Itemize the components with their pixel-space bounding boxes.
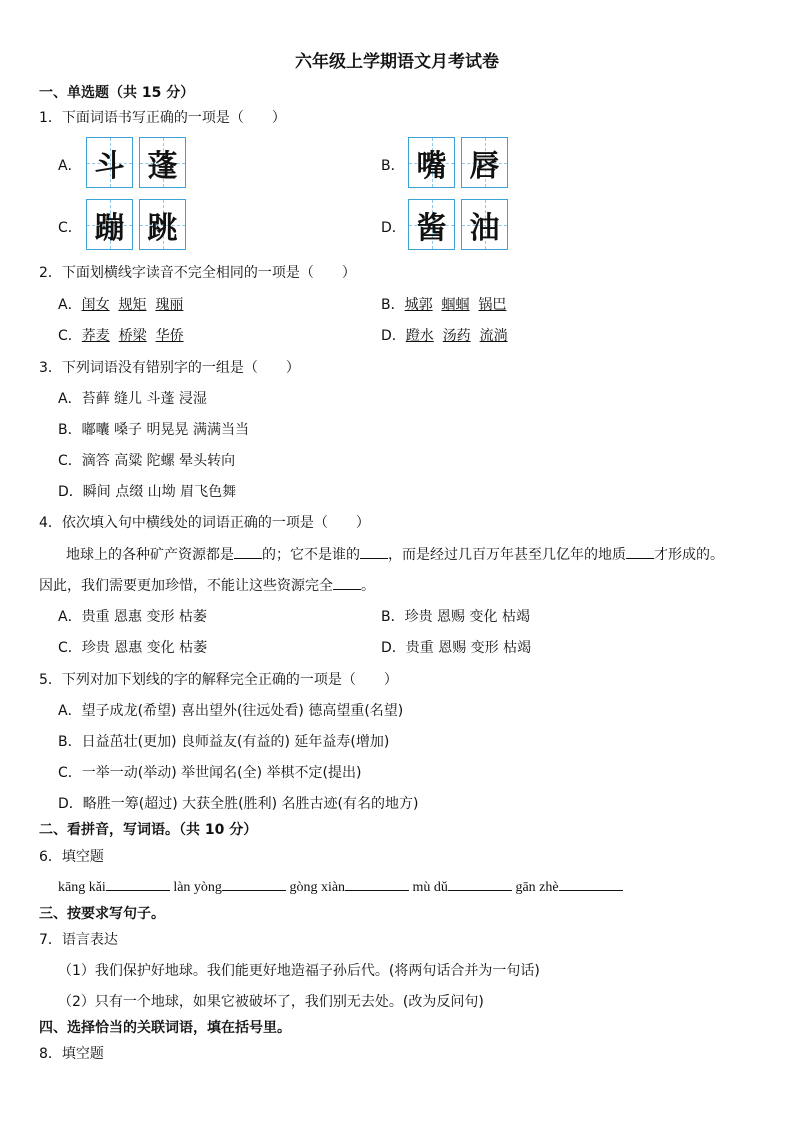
q1-d-char-box-2: 油 [461, 199, 508, 250]
q3-option-c[interactable]: C．滴答 高粱 陀螺 晕头转向 [58, 453, 236, 469]
q5-option-a[interactable]: A．望子成龙(希望) 喜出望外(往远处看) 德高望重(名望) [58, 703, 404, 719]
passage-text: ，而是经过几百万年甚至几亿年的地质 [388, 547, 626, 563]
q1-d-char-box-1: 酱 [408, 199, 455, 250]
passage-text: 地球上的各种矿产资源都是 [66, 547, 234, 563]
q2-option-a[interactable] [58, 294, 183, 314]
q7-sentence-1: （1）我们保护好地球。我们能更好地造福子孙后代。(将两句话合并为一句话) [58, 963, 540, 979]
pinyin: mù dǔ [412, 880, 448, 895]
q7-sentence-2: （2）只有一个地球，如果它被破坏了，我们别无去处。(改为反问句) [58, 994, 484, 1010]
option-label: B． [381, 297, 405, 313]
section-heading-1: 一、单选题（共 15 分） [39, 85, 195, 101]
word: 华侨 [155, 328, 184, 344]
question-8-stem: 8．填空题 [39, 1046, 104, 1062]
q1-option-b-label[interactable]: B． [381, 158, 405, 174]
q5-option-d[interactable]: D．略胜一筹(超过) 大获全胜(胜利) 名胜古迹(有名的地方) [58, 796, 419, 812]
option-label: D． [381, 328, 406, 344]
question-1-stem: 1．下面词语书写正确的一项是（ ） [39, 110, 286, 126]
q1-option-d-label[interactable]: D． [381, 220, 406, 236]
q4-passage-line-1 [66, 544, 724, 564]
option-label: A． [58, 297, 82, 313]
word: 汤药 [442, 328, 471, 344]
pinyin: gān zhè [515, 880, 559, 895]
word: 瑰丽 [155, 297, 184, 313]
word: 闺女 [81, 297, 110, 313]
q2-option-b[interactable] [381, 294, 506, 314]
word: 城郭 [404, 297, 433, 313]
answer-blank[interactable] [106, 878, 170, 891]
word: 桥梁 [118, 328, 147, 344]
q1-option-c-label[interactable]: C． [58, 220, 82, 236]
q1-option-a-label[interactable]: A． [58, 158, 82, 174]
q2-option-d[interactable] [381, 325, 508, 345]
q3-option-a[interactable]: A．苔藓 缝儿 斗蓬 浸湿 [58, 391, 207, 407]
answer-blank[interactable] [345, 878, 409, 891]
q3-option-d[interactable]: D．瞬间 点缀 山坳 眉飞色舞 [58, 484, 237, 500]
passage-text: 因此，我们需要更加珍惜，不能让这些资源完全 [39, 578, 333, 594]
question-3-stem: 3．下列词语没有错别字的一组是（ ） [39, 360, 300, 376]
fill-blank[interactable] [333, 577, 361, 590]
option-label: C． [58, 328, 82, 344]
q1-c-char-box-2: 跳 [139, 199, 186, 250]
q6-pinyin-row [58, 878, 623, 896]
word: 锅巴 [478, 297, 507, 313]
pinyin: làn yòng [173, 880, 222, 895]
question-6-stem: 6．填空题 [39, 849, 104, 865]
section-heading-3: 三、按要求写句子。 [39, 906, 165, 922]
word: 流淌 [479, 328, 508, 344]
pinyin: gòng xiàn [289, 880, 346, 895]
question-2-stem: 2．下面划横线字读音不完全相同的一项是（ ） [39, 265, 356, 281]
q4-option-a[interactable]: A．贵重 恩惠 变形 枯萎 [58, 609, 207, 625]
word: 规矩 [118, 297, 147, 313]
question-4-stem: 4．依次填入句中横线处的词语正确的一项是（ ） [39, 515, 370, 531]
page-title: 六年级上学期语文月考试卷 [295, 52, 499, 72]
fill-blank[interactable] [626, 546, 654, 559]
q5-option-c[interactable]: C．一举一动(举动) 举世闻名(全) 举棋不定(提出) [58, 765, 362, 781]
fill-blank[interactable] [234, 546, 262, 559]
passage-text: 的；它不是谁的 [262, 547, 360, 563]
q1-b-char-box-2: 唇 [461, 137, 508, 188]
passage-text: 才形成的。 [654, 547, 724, 563]
word: 蝈蝈 [441, 297, 470, 313]
word: 荞麦 [81, 328, 110, 344]
q5-option-b[interactable]: B．日益茁壮(更加) 良师益友(有益的) 延年益寿(增加) [58, 734, 390, 750]
q1-c-char-box-1: 蹦 [86, 199, 133, 250]
q4-option-d[interactable]: D．贵重 恩赐 变形 枯竭 [381, 640, 532, 656]
section-heading-2: 二、看拼音，写词语。（共 10 分） [39, 822, 258, 838]
q1-a-char-box-2: 蓬 [139, 137, 186, 188]
question-7-stem: 7．语言表达 [39, 932, 118, 948]
q4-option-b[interactable]: B．珍贵 恩赐 变化 枯竭 [381, 609, 530, 625]
passage-text: 。 [361, 578, 375, 594]
q4-passage-line-2 [39, 575, 375, 595]
fill-blank[interactable] [360, 546, 388, 559]
q4-option-c[interactable]: C．珍贵 恩惠 变化 枯萎 [58, 640, 208, 656]
answer-blank[interactable] [559, 878, 623, 891]
q2-option-c[interactable] [58, 325, 184, 345]
word: 蹬水 [405, 328, 434, 344]
question-5-stem: 5．下列对加下划线的字的解释完全正确的一项是（ ） [39, 672, 398, 688]
q1-a-char-box-1: 斗 [86, 137, 133, 188]
pinyin: kāng kǎi [58, 880, 106, 895]
q3-option-b[interactable]: B．嘟囔 嗓子 明晃晃 满满当当 [58, 422, 249, 438]
answer-blank[interactable] [222, 878, 286, 891]
answer-blank[interactable] [448, 878, 512, 891]
q1-b-char-box-1: 嘴 [408, 137, 455, 188]
section-heading-4: 四、选择恰当的关联词语，填在括号里。 [39, 1020, 291, 1036]
